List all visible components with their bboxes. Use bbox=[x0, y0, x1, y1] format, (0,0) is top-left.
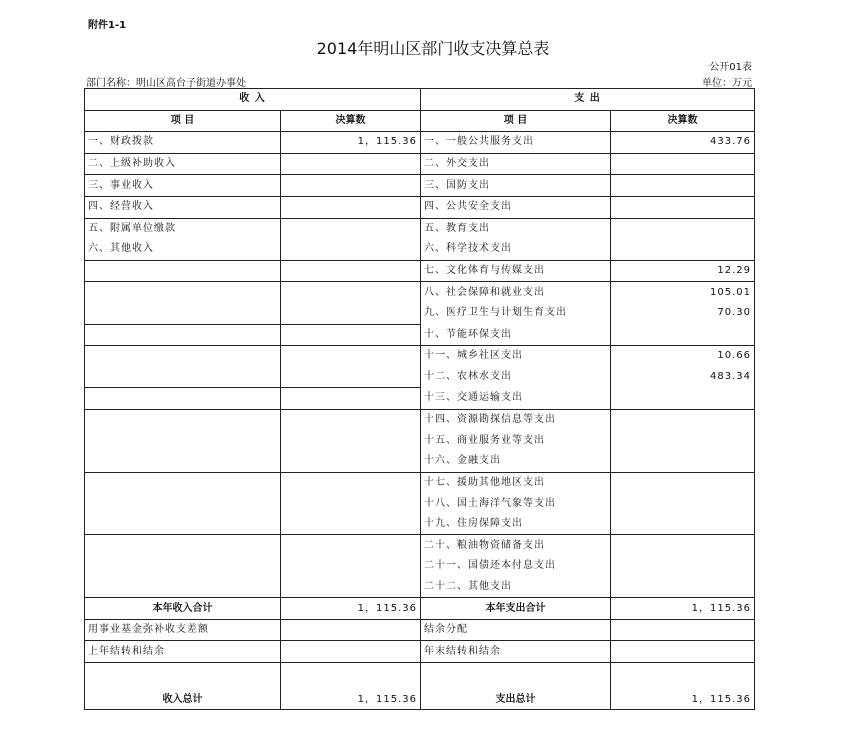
column-header-row bbox=[85, 110, 755, 132]
expense-item-cell: 二、外交支出 bbox=[421, 153, 611, 175]
table-row bbox=[85, 388, 755, 410]
table-row bbox=[85, 260, 755, 282]
income-amount-cell bbox=[281, 303, 421, 324]
income-item-cell: 五、附属单位缴款 bbox=[85, 218, 281, 239]
income-item-cell bbox=[85, 493, 281, 514]
carry-out-label: 年末结转和结余 bbox=[421, 641, 611, 663]
expense-item-cell: 八、社会保障和就业支出 bbox=[421, 282, 611, 303]
detail-rows bbox=[85, 132, 755, 598]
income-amount-cell bbox=[281, 535, 421, 556]
expense-item-cell: 六、科学技术支出 bbox=[421, 239, 611, 260]
income-amount-cell bbox=[281, 514, 421, 535]
table-row bbox=[85, 132, 755, 154]
income-item-cell bbox=[85, 324, 281, 346]
expense-item-cell: 十九、住房保障支出 bbox=[421, 514, 611, 535]
table-row bbox=[85, 556, 755, 577]
income-grand-total-label: 收入总计 bbox=[85, 663, 281, 710]
fund-row bbox=[85, 619, 755, 641]
table-row bbox=[85, 153, 755, 175]
expense-item-cell: 十二、农林水支出 bbox=[421, 367, 611, 388]
expense-amount-cell bbox=[611, 577, 755, 598]
expense-item-cell: 五、教育支出 bbox=[421, 218, 611, 239]
carry-out-value bbox=[611, 641, 755, 663]
fund-value bbox=[281, 619, 421, 641]
table-row bbox=[85, 493, 755, 514]
table-row bbox=[85, 218, 755, 239]
expense-amount-cell bbox=[611, 196, 755, 218]
income-item-cell bbox=[85, 431, 281, 452]
expense-amount-cell: 483.34 bbox=[611, 367, 755, 388]
expense-year-total-value: 1，115.36 bbox=[611, 598, 755, 620]
income-item-cell bbox=[85, 472, 281, 493]
income-item-cell bbox=[85, 282, 281, 303]
income-item-cell bbox=[85, 409, 281, 430]
expense-item-header: 项 目 bbox=[421, 110, 611, 132]
unit-label: 单位：万元 bbox=[702, 78, 752, 89]
income-amount-cell bbox=[281, 556, 421, 577]
income-amount-cell bbox=[281, 472, 421, 493]
expense-item-cell: 十七、援助其他地区支出 bbox=[421, 472, 611, 493]
income-section-header: 收 入 bbox=[85, 89, 421, 111]
expense-grand-total-value: 1，115.36 bbox=[611, 663, 755, 710]
table-row bbox=[85, 324, 755, 346]
income-amount-cell bbox=[281, 493, 421, 514]
table-row bbox=[85, 196, 755, 218]
section-header-row bbox=[85, 89, 755, 111]
table-row bbox=[85, 431, 755, 452]
expense-amount-cell bbox=[611, 556, 755, 577]
carry-row bbox=[85, 641, 755, 663]
income-item-cell bbox=[85, 451, 281, 472]
expense-section-header: 支 出 bbox=[421, 89, 755, 111]
expense-amount-cell: 10.66 bbox=[611, 346, 755, 367]
table-row bbox=[85, 451, 755, 472]
income-grand-total-value: 1，115.36 bbox=[281, 663, 421, 710]
expense-item-cell: 十一、城乡社区支出 bbox=[421, 346, 611, 367]
income-item-cell bbox=[85, 514, 281, 535]
income-item-cell: 四、经营收入 bbox=[85, 196, 281, 218]
expense-amount-cell bbox=[611, 493, 755, 514]
budget-summary-table bbox=[84, 88, 755, 710]
income-year-total-value: 1，115.36 bbox=[281, 598, 421, 620]
income-item-header: 项 目 bbox=[85, 110, 281, 132]
expense-amount-cell bbox=[611, 388, 755, 410]
expense-amount-cell bbox=[611, 514, 755, 535]
income-item-cell: 二、上级补助收入 bbox=[85, 153, 281, 175]
income-amount-cell bbox=[281, 196, 421, 218]
income-amount-cell bbox=[281, 451, 421, 472]
table-row bbox=[85, 409, 755, 430]
expense-year-total-label: 本年支出合计 bbox=[421, 598, 611, 620]
expense-item-cell: 一、一般公共服务支出 bbox=[421, 132, 611, 154]
allocation-label: 结余分配 bbox=[421, 619, 611, 641]
income-amount-cell bbox=[281, 324, 421, 346]
carry-in-value bbox=[281, 641, 421, 663]
expense-item-cell: 四、公共安全支出 bbox=[421, 196, 611, 218]
income-amount-cell bbox=[281, 577, 421, 598]
table-row bbox=[85, 577, 755, 598]
income-item-cell bbox=[85, 346, 281, 367]
department-name: 部门名称：明山区高台子街道办事处 bbox=[86, 78, 246, 89]
table-row bbox=[85, 239, 755, 260]
income-amount-cell bbox=[281, 388, 421, 410]
expense-amount-cell: 433.76 bbox=[611, 132, 755, 154]
expense-amount-cell bbox=[611, 409, 755, 430]
table-row bbox=[85, 367, 755, 388]
expense-amount-cell: 105.01 bbox=[611, 282, 755, 303]
carry-in-label: 上年结转和结余 bbox=[85, 641, 281, 663]
income-item-cell: 六、其他收入 bbox=[85, 239, 281, 260]
income-amount-header: 决算数 bbox=[281, 110, 421, 132]
income-item-cell bbox=[85, 577, 281, 598]
income-amount-cell bbox=[281, 260, 421, 282]
income-item-cell bbox=[85, 535, 281, 556]
grand-total-row bbox=[85, 663, 755, 710]
income-item-cell bbox=[85, 303, 281, 324]
income-item-cell bbox=[85, 556, 281, 577]
income-amount-cell bbox=[281, 431, 421, 452]
expense-item-cell: 三、国防支出 bbox=[421, 175, 611, 197]
income-item-cell bbox=[85, 388, 281, 410]
table-row bbox=[85, 175, 755, 197]
expense-amount-cell bbox=[611, 431, 755, 452]
expense-item-cell: 十四、资源勘探信息等支出 bbox=[421, 409, 611, 430]
table-row bbox=[85, 282, 755, 303]
table-row bbox=[85, 535, 755, 556]
allocation-value bbox=[611, 619, 755, 641]
expense-item-cell: 十六、金融支出 bbox=[421, 451, 611, 472]
income-item-cell: 三、事业收入 bbox=[85, 175, 281, 197]
expense-item-cell: 二十二、其他支出 bbox=[421, 577, 611, 598]
expense-amount-cell: 70.30 bbox=[611, 303, 755, 324]
fund-label: 用事业基金弥补收支差额 bbox=[85, 619, 281, 641]
expense-amount-header: 决算数 bbox=[611, 110, 755, 132]
expense-item-cell: 十三、交通运输支出 bbox=[421, 388, 611, 410]
expense-amount-cell bbox=[611, 451, 755, 472]
income-amount-cell bbox=[281, 409, 421, 430]
expense-amount-cell: 12.29 bbox=[611, 260, 755, 282]
expense-item-cell: 十五、商业服务业等支出 bbox=[421, 431, 611, 452]
income-amount-cell bbox=[281, 346, 421, 367]
expense-amount-cell bbox=[611, 535, 755, 556]
expense-amount-cell bbox=[611, 239, 755, 260]
expense-amount-cell bbox=[611, 324, 755, 346]
income-amount-cell bbox=[281, 218, 421, 239]
expense-amount-cell bbox=[611, 472, 755, 493]
income-item-cell bbox=[85, 260, 281, 282]
expense-item-cell: 十八、国土海洋气象等支出 bbox=[421, 493, 611, 514]
report-title: 2014年明山区部门收支决算总表 bbox=[316, 39, 550, 58]
income-item-cell bbox=[85, 367, 281, 388]
income-amount-cell bbox=[281, 367, 421, 388]
income-year-total-label: 本年收入合计 bbox=[85, 598, 281, 620]
attachment-label: 附件1-1 bbox=[88, 20, 127, 31]
expense-grand-total-label: 支出总计 bbox=[421, 663, 611, 710]
table-row bbox=[85, 303, 755, 324]
expense-item-cell: 七、文化体育与传媒支出 bbox=[421, 260, 611, 282]
income-amount-cell bbox=[281, 282, 421, 303]
expense-amount-cell bbox=[611, 175, 755, 197]
table-row bbox=[85, 472, 755, 493]
income-amount-cell: 1，115.36 bbox=[281, 132, 421, 154]
expense-item-cell: 十、节能环保支出 bbox=[421, 324, 611, 346]
table-row bbox=[85, 514, 755, 535]
form-code: 公开01表 bbox=[709, 62, 752, 73]
income-amount-cell bbox=[281, 239, 421, 260]
year-total-row bbox=[85, 598, 755, 620]
expense-item-cell: 二十、粮油物资储备支出 bbox=[421, 535, 611, 556]
expense-amount-cell bbox=[611, 153, 755, 175]
income-amount-cell bbox=[281, 175, 421, 197]
income-amount-cell bbox=[281, 153, 421, 175]
income-item-cell: 一、财政拨款 bbox=[85, 132, 281, 154]
table-row bbox=[85, 346, 755, 367]
expense-item-cell: 九、医疗卫生与计划生育支出 bbox=[421, 303, 611, 324]
expense-item-cell: 二十一、国债还本付息支出 bbox=[421, 556, 611, 577]
expense-amount-cell bbox=[611, 218, 755, 239]
